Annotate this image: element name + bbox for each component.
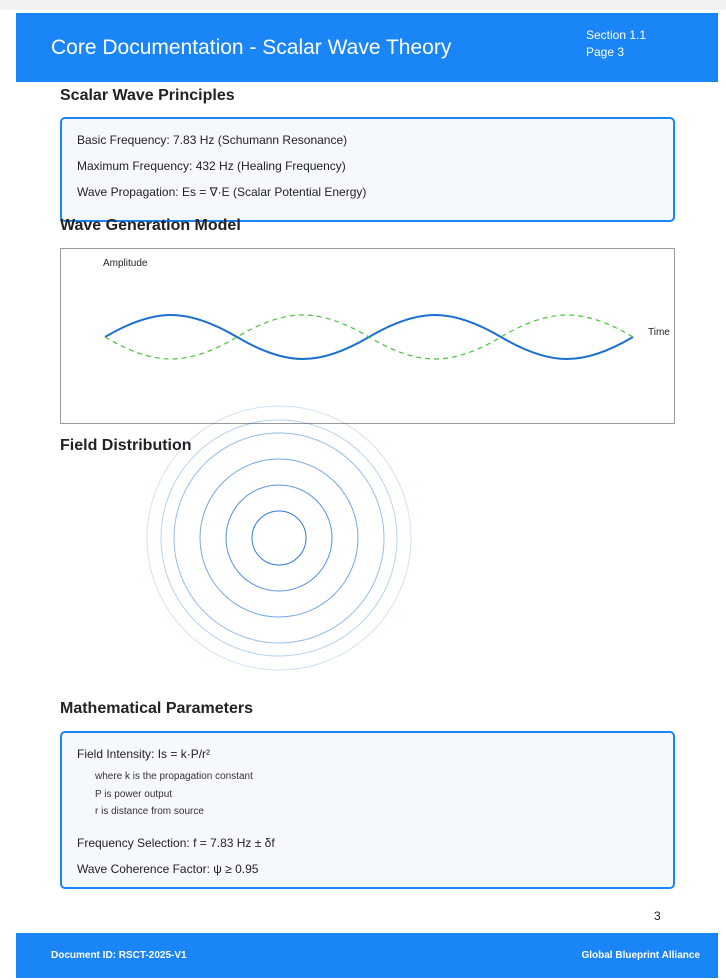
secondary-wave [105, 315, 633, 359]
intensity-note: where k is the propagation constant [95, 771, 253, 782]
coherence-factor: Wave Coherence Factor: ψ ≥ 0.95 [77, 862, 259, 876]
time-label: Time [648, 327, 670, 338]
field-ring [252, 511, 306, 565]
amplitude-label: Amplitude [103, 258, 148, 269]
field-intensity: Field Intensity: Is = k·P/r² [77, 747, 211, 761]
intensity-note: P is power output [95, 789, 173, 800]
field-ring [174, 433, 384, 643]
section-info [586, 27, 646, 61]
math-box [60, 731, 675, 889]
page-header [16, 13, 718, 82]
frequency-selection: Frequency Selection: f = 7.83 Hz ± δf [77, 836, 275, 850]
field-heading: Field Distribution [60, 437, 192, 454]
principle-line: Wave Propagation: Es = ∇·E (Scalar Potential Energy) [77, 185, 367, 199]
field-ring [147, 406, 411, 670]
field-ring [161, 420, 397, 656]
principles-heading: Scalar Wave Principles [60, 87, 235, 104]
principle-line: Maximum Frequency: 432 Hz (Healing Frequency) [77, 159, 346, 173]
field-ring [200, 459, 358, 617]
principle-line: Basic Frequency: 7.83 Hz (Schumann Resonance) [77, 133, 348, 147]
wave-plot [61, 249, 674, 423]
section-label: Section 1.1 [586, 28, 647, 42]
field-diagram [139, 398, 419, 678]
page-number: 3 [654, 909, 661, 923]
principles-box [60, 117, 675, 222]
document-title: Core Documentation - Scalar Wave Theory [51, 36, 452, 59]
top-strip [0, 0, 726, 10]
document-id: Document ID: RSCT-2025-V1 [51, 950, 187, 961]
math-heading: Mathematical Parameters [60, 700, 253, 717]
page-footer [16, 933, 718, 978]
intensity-note: r is distance from source [95, 806, 204, 817]
organization-name: Global Blueprint Alliance [581, 950, 700, 961]
wave-model-heading: Wave Generation Model [60, 217, 241, 234]
page-label: Page 3 [586, 45, 625, 59]
field-ring [226, 485, 332, 591]
